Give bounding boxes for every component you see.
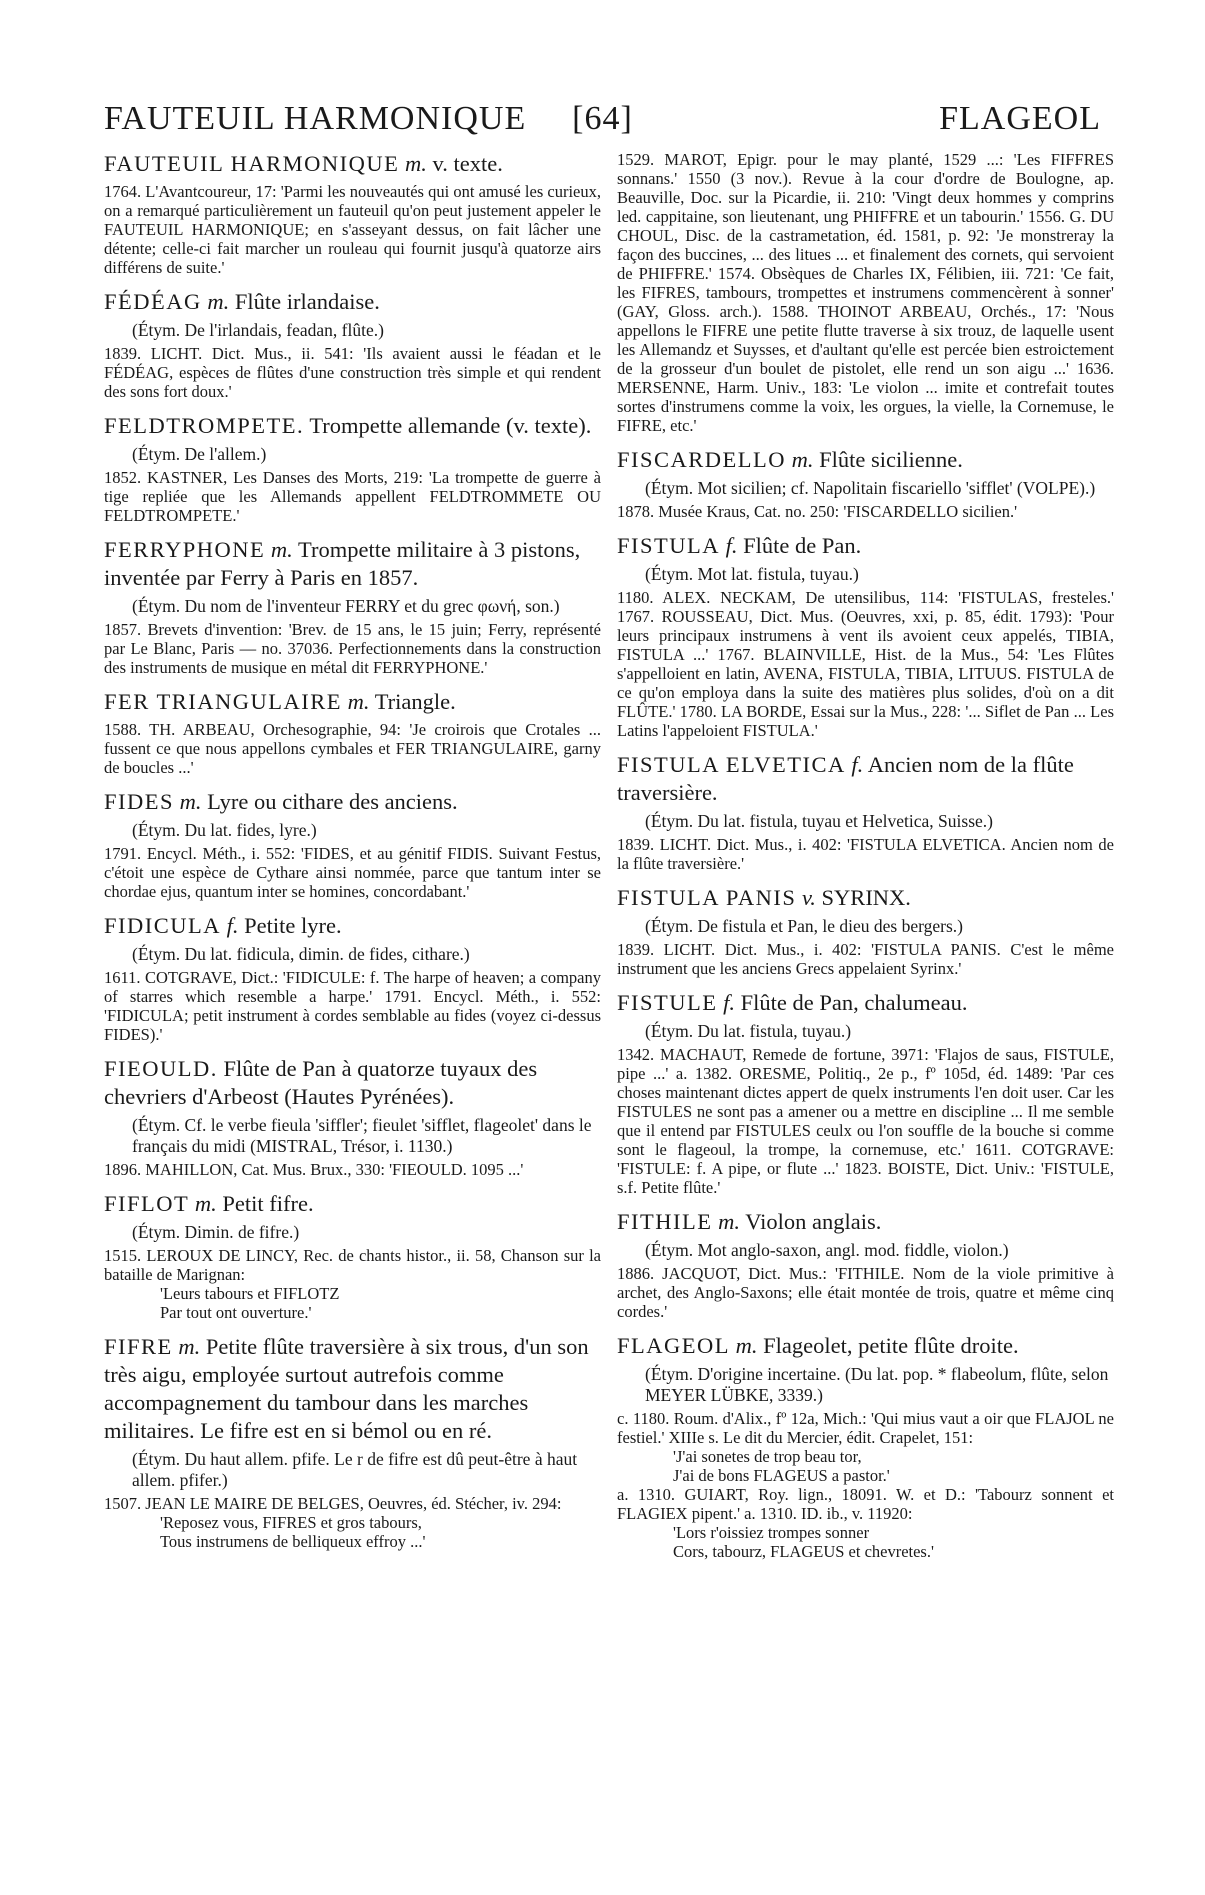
entry-headword: FÉDÉAG [104,289,202,314]
citation: 1180. ALEX. NECKAM, De utensilibus, 114: 'FISTULAS, fresteles.' 1767. ROUSSEAU, Dict. Mus. (Oeuvres, xxi, p. 85, édit. 1793): 'Pour leurs principaux instrumens à vent ils avoient ceux appelés, TIBIA, FISTULA ...' 1767. BLAINVILLE, Hist. de la Mus., 54: 'Les Flûtes s'appelloient en latin, AVENA, FISTULA, TIBIA, LITUUS. FISTULA de ce qu'on employa dans la suite des matières plus solides, d'où on a dit FLÛTE.' 1780. LA BORDE, Essai sur la Mus., 228: '... Siflet de Pan ... Les Latins l'appeloient FISTULA.' [617,588,1114,740]
verse-line: J'ai de bons FLAGEUS a pastor.' [673,1466,890,1485]
entry-headword: FISTULA PANIS [617,885,797,910]
grammatical-gender: m. [179,789,202,814]
etymology: (Étym. Du lat. fistula, tuyau.) [645,1021,852,1041]
dictionary-entry [617,150,1114,435]
citation: a. 1310. GUIART, Roy. lign., 18091. W. et D.: 'Tabourz sonnent et FLAGIEX pipent.' a. 1310. ID. ib., v. 11920: [617,1485,1114,1523]
entry-definition: Petite flûte traversière à six trous, d'un son très aigu, employée surtout autrefois comme accompagnement du tambour dans les marches militaires. Le fifre est en si bémol ou en ré. [104,1334,589,1443]
entry-definition: Trompette militaire à 3 pistons, inventée par Ferry à Paris en 1857. [104,537,581,590]
entry-heading [617,884,1114,912]
entry-definition: Flûte de Pan. [743,533,862,558]
running-head-right: FLAGEOL [939,100,1101,137]
citation: 1896. MAHILLON, Cat. Mus. Brux., 330: 'FIEOULD. 1095 ...' [104,1160,524,1179]
citation: 1886. JACQUOT, Dict. Mus.: 'FITHILE. Nom de la viole primitive à archet, des Anglo-Saxons; elle était montée de trois, quatre et même cinq cordes.' [617,1264,1114,1321]
entry-headword: FLAGEOL [617,1333,730,1358]
entry-heading [104,912,601,940]
grammatical-gender: f. [226,913,239,938]
dictionary-entry [617,532,1114,740]
dictionary-entry [617,884,1114,978]
entry-definition: Flûte de Pan, chalumeau. [740,990,968,1015]
verse-line: 'Lors r'oissiez trompes sonner [673,1523,870,1542]
grammatical-gender: f. [723,990,736,1015]
citation: 1839. LICHT. Dict. Mus., ii. 541: 'Ils avaient aussi le féadan et le FÉDÉAG, espèces de flûtes d'une construction très simple et qui rendent des sons fort doux.' [104,344,601,401]
etymology: (Étym. Du nom de l'inventeur FERRY et du grec φωνή, son.) [132,596,560,616]
right-column [617,150,1114,1572]
entry-definition: v. texte. [432,151,503,176]
entry-headword: FISTULA [617,533,721,558]
citation: 1857. Brevets d'invention: 'Brev. de 15 ans, le 15 juin; Ferry, représenté par Le Blanc, Paris — no. 37036. Perfectionnements dans la construction des instruments de musique en métal dit FERRYPHONE.' [104,620,601,677]
dictionary-entry [617,751,1114,873]
left-column [104,150,601,1562]
dictionary-entry [104,1333,601,1551]
entry-heading [617,1332,1114,1360]
entry-heading [617,446,1114,474]
entry-headword: FELDTROMPETE. [104,413,305,438]
entry-headword: FISTULA ELVETICA [617,752,846,777]
etymology: (Étym. Du lat. fides, lyre.) [132,820,317,840]
dictionary-entry [104,688,601,777]
citation: 1342. MACHAUT, Remede de fortune, 3971: 'Flajos de saus, FISTULE, pipe ...' a. 1382. ORESME, Politiq., 2e p., fº 105d, éd. 1489: 'Par ces choses maintenant dictes appert de quelx instruments l'en doit user. Car les FISTULES ne sont pas a amener ou a mettre en discipline ... Il me semble que il entend par FISTULES ceulx ou l'on souffle de la bouche si comme sont le flageoul, la trompe, la cornemuse, etc.' 1611. COTGRAVE: 'FISTULE: f. A pipe, or flute ...' 1823. BOISTE, Dict. Univ.: 'FISTULE, s.f. Petite flûte.' [617,1045,1114,1197]
citation: 1791. Encycl. Méth., i. 552: 'FIDES, et au génitif FIDIS. Suivant Festus, c'étoit une espèce de Cythare ainsi nommée, parce que tantum inter se chordae ejus, quantum inter se homines, concordabant.' [104,844,601,901]
running-head-left: FAUTEUIL HARMONIQUE [104,100,527,137]
dictionary-entry [104,412,601,525]
dictionary-entry [104,288,601,401]
etymology: (Étym. Mot lat. fistula, tuyau.) [645,564,859,584]
citation: 1852. KASTNER, Les Danses des Morts, 219: 'La trompette de guerre à tige repliée que les Allemands appellent FELDTROMMETE OU FELDTROMPETE.' [104,468,601,525]
entry-headword: FERRYPHONE [104,537,266,562]
etymology: (Étym. Cf. le verbe fieula 'siffler'; fieulet 'sifflet, flageolet' dans le français du midi (MISTRAL, Trésor, i. 1130.) [132,1115,592,1156]
citation: 1839. LICHT. Dict. Mus., i. 402: 'FISTULA PANIS. C'est le même instrument que les anciens Grecs appelaient Syrinx.' [617,940,1114,978]
etymology: (Étym. Mot sicilien; cf. Napolitain fiscariello 'sifflet' (VOLPE).) [645,478,1096,498]
entry-heading [104,288,601,316]
dictionary-entry [104,788,601,901]
entry-heading [104,536,601,592]
etymology: (Étym. D'origine incertaine. (Du lat. pop. * flabeolum, flûte, selon MEYER LÜBKE, 3339.) [645,1364,1109,1405]
entry-heading [104,1333,601,1445]
entry-definition: Flûte irlandaise. [234,289,380,314]
grammatical-gender: m. [791,447,814,472]
entry-headword: FISTULE [617,990,718,1015]
etymology: (Étym. De fistula et Pan, le dieu des bergers.) [645,916,963,936]
citation: 1515. LEROUX DE LINCY, Rec. de chants histor., ii. 58, Chanson sur la bataille de Marignan: [104,1246,601,1284]
entry-headword: FER TRIANGULAIRE [104,689,342,714]
verse-line: Tous instrumens de belliqueux effroy ...' [160,1532,426,1551]
etymology: (Étym. Dimin. de fifre.) [132,1222,300,1242]
entry-headword: FITHILE [617,1209,713,1234]
etymology: (Étym. De l'allem.) [132,444,267,464]
grammatical-gender: m. [178,1334,201,1359]
grammatical-gender: m. [270,537,293,562]
etymology: (Étym. Mot anglo-saxon, angl. mod. fiddle, violon.) [645,1240,1009,1260]
entry-definition: Flageolet, petite flûte droite. [763,1333,1019,1358]
grammatical-gender: m. [735,1333,758,1358]
etymology: (Étym. De l'irlandais, feadan, flûte.) [132,320,384,340]
dictionary-entry [104,150,601,277]
entry-definition: SYRINX. [821,885,911,910]
entry-headword: FIDICULA [104,913,221,938]
etymology: (Étym. Du lat. fistula, tuyau et Helvetica, Suisse.) [645,811,993,831]
etymology: (Étym. Du lat. fidicula, dimin. de fides, cithare.) [132,944,470,964]
entry-definition: Violon anglais. [745,1209,882,1234]
dictionary-entry [617,1208,1114,1321]
dictionary-entry [617,446,1114,521]
etymology: (Étym. Du haut allem. pfife. Le r de fifre est dû peut-être à haut allem. pfifer.) [132,1449,578,1490]
citation: 1764. L'Avantcoureur, 17: 'Parmi les nouveautés qui ont amusé les curieux, on a remarqué particulièrement un fauteuil qu'on peut justement appeler le FAUTEUIL HARMONIQUE; en s'asseyant dessus, on fait lâcher une détente; celle-ci fait marcher un rouleau qui fournit jusqu'à quatorze airs différens de suite.' [104,182,601,277]
grammatical-gender: f. [725,533,738,558]
entry-headword: FAUTEUIL HARMONIQUE [104,151,400,176]
entry-headword: FIEOULD. [104,1056,218,1081]
entry-headword: FIDES [104,789,175,814]
entry-heading [104,1055,601,1111]
grammatical-gender: m. [404,151,427,176]
page-number: [64] [572,100,633,137]
verse-line: Cors, tabourz, FLAGEUS et chevretes.' [673,1542,934,1561]
verse-line: 'J'ai sonetes de trop beau tor, [673,1447,862,1466]
grammatical-gender: f. [851,752,864,777]
citation: 1839. LICHT. Dict. Mus., i. 402: 'FISTULA ELVETICA. Ancien nom de la flûte traversière.' [617,835,1114,873]
citation: 1588. TH. ARBEAU, Orchesographie, 94: 'Je croirois que Crotales ... fussent ce que nous appellons cymbales et FER TRIANGULAIRE, garny de boucles ...' [104,720,601,777]
entry-heading [104,412,601,440]
citation: 1529. MAROT, Epigr. pour le may planté, 1529 ...: 'Les FIFFRES sonnans.' 1550 (3 nov.). Revue à la cour d'ordre de Boulogne, ap. Beauville, Doc. sur la Picardie, ii. 210: 'Vingt deux hommes y comprins led. cappitaine, son lieutenant, ung PHIFFRE et un tabourin.' 1556. G. DU CHOUL, Disc. de la castrametation, éd. 1581, p. 92: 'Je monstreray la façon des buccines, ... des litues ... et finalement des cornets, qui servoient de PHIFFRE.' 1574. Obsèques de Charles IX, Félibien, iii. 721: 'Ce fait, les FIFRES, tambours, trompettes et instrumens commencèrent à sonner' (GAY, Gloss. arch.). 1588. THOINOT ARBEAU, Orchés., 17: 'Nous appellons le FIFRE une petite flutte traverse à six trouz, de laquelle usent les Allemandz et Suysses, et d'aultant qu'elle est percée bien estroictement de la grosseur d'un boulet de pistolet, elle rend un son aigu ...' 1636. MERSENNE, Harm. Univ., 183: 'Le violon ... imite et contrefait toutes sortes d'instrumens comme la voix, les orgues, la vielle, la Cornemuse, le FIFRE, etc.' [617,150,1114,435]
entry-definition: Petit fifre. [222,1191,314,1216]
verse-line: 'Reposez vous, FIFRES et gros tabours, [160,1513,422,1532]
entry-heading [617,1208,1114,1236]
entry-heading [104,150,601,178]
entry-definition: Petite lyre. [244,913,342,938]
entry-definition: Trompette allemande (v. texte). [309,413,592,438]
citation: 1611. COTGRAVE, Dict.: 'FIDICULE: f. The harpe of heaven; a company of starres which resemble a harpe.' 1791. Encycl. Méth., i. 552: 'FIDICULA; petit instrument à cordes semblable au fides (voyez ci-dessus FIDES).' [104,968,601,1044]
dictionary-entry [104,1190,601,1322]
entry-headword: FIFLOT [104,1191,190,1216]
entry-heading [617,532,1114,560]
entry-heading [617,989,1114,1017]
dictionary-entry [104,912,601,1044]
entry-definition: Ancien nom de la flûte traversière. [617,752,1074,805]
grammatical-gender: v. [801,885,816,910]
entry-heading [104,1190,601,1218]
entry-definition: Lyre ou cithare des anciens. [207,789,458,814]
citation: c. 1180. Roum. d'Alix., fº 12a, Mich.: 'Qui mius vaut a oir que FLAJOL ne festiel.' XIIIe s. Le dit du Mercier, édit. Crapelet, 151: [617,1409,1114,1447]
entry-heading [104,788,601,816]
entry-headword: FISCARDELLO [617,447,787,472]
entry-heading [617,751,1114,807]
grammatical-gender: m. [347,689,370,714]
entry-definition: Flûte sicilienne. [819,447,963,472]
grammatical-gender: m. [207,289,230,314]
grammatical-gender: m. [194,1191,217,1216]
verse-line: 'Leurs tabours et FIFLOTZ [160,1284,340,1303]
page-header [104,100,1101,148]
entry-definition: Triangle. [374,689,456,714]
entry-definition: Flûte de Pan à quatorze tuyaux des chevriers d'Arbeost (Hautes Pyrénées). [104,1056,538,1109]
entry-heading [104,688,601,716]
dictionary-entry [617,1332,1114,1561]
dictionary-entry [617,989,1114,1197]
dictionary-entry [104,1055,601,1179]
grammatical-gender: m. [718,1209,740,1234]
dictionary-entry [104,536,601,677]
verse-line: Par tout ont ouverture.' [160,1303,312,1322]
citation: 1878. Musée Kraus, Cat. no. 250: 'FISCARDELLO sicilien.' [617,502,1018,521]
entry-headword: FIFRE [104,1334,173,1359]
citation: 1507. JEAN LE MAIRE DE BELGES, Oeuvres, éd. Stécher, iv. 294: [104,1494,562,1513]
